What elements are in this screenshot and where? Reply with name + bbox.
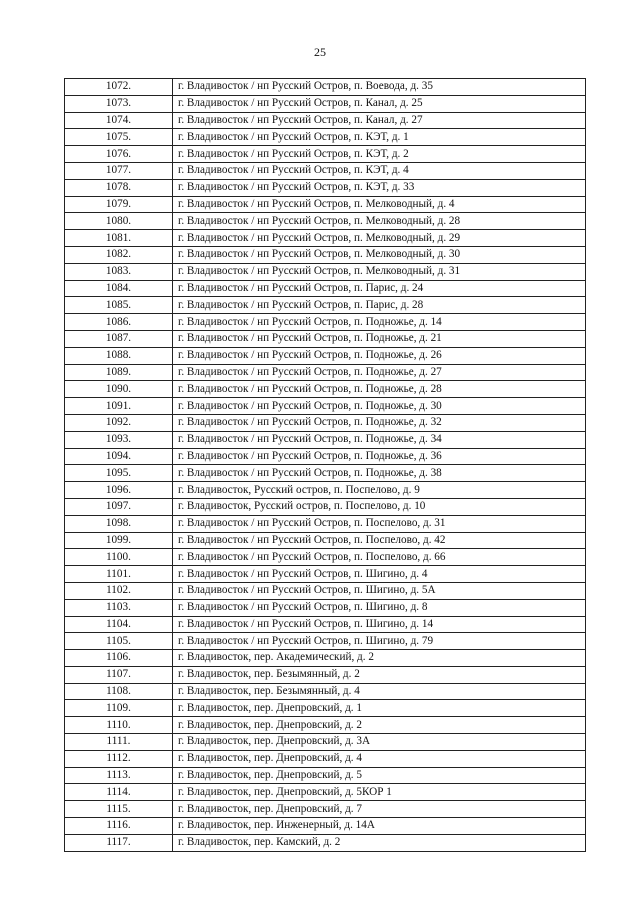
address-cell: г. Владивосток / нп Русский Остров, п. Поспелово, д. 66 xyxy=(173,549,586,566)
address-cell: г. Владивосток, пер. Днепровский, д. 2 xyxy=(173,717,586,734)
table-row xyxy=(65,364,586,381)
table-row xyxy=(65,263,586,280)
address-cell: г. Владивосток / нп Русский Остров, п. Парис, д. 24 xyxy=(173,280,586,297)
address-cell: г. Владивосток / нп Русский Остров, п. Шигино, д. 8 xyxy=(173,599,586,616)
table-row xyxy=(65,666,586,683)
row-number-cell: 1095. xyxy=(65,465,173,482)
row-number-cell: 1094. xyxy=(65,448,173,465)
table-row xyxy=(65,230,586,247)
row-number-cell: 1082. xyxy=(65,246,173,263)
table-row xyxy=(65,330,586,347)
row-number-cell: 1074. xyxy=(65,112,173,129)
table-row xyxy=(65,179,586,196)
address-cell: г. Владивосток / нп Русский Остров, п. Подножье, д. 26 xyxy=(173,347,586,364)
table-row xyxy=(65,801,586,818)
row-number-cell: 1102. xyxy=(65,582,173,599)
table-row xyxy=(65,750,586,767)
table-row xyxy=(65,498,586,515)
table-row xyxy=(65,112,586,129)
table-row xyxy=(65,297,586,314)
row-number-cell: 1081. xyxy=(65,230,173,247)
row-number-cell: 1110. xyxy=(65,717,173,734)
row-number-cell: 1098. xyxy=(65,515,173,532)
address-cell: г. Владивосток, пер. Академический, д. 2 xyxy=(173,650,586,667)
row-number-cell: 1106. xyxy=(65,650,173,667)
table-row xyxy=(65,398,586,415)
address-cell: г. Владивосток / нп Русский Остров, п. Канал, д. 25 xyxy=(173,95,586,112)
table-row xyxy=(65,549,586,566)
table-row xyxy=(65,532,586,549)
address-cell: г. Владивосток / нп Русский Остров, п. КЭТ, д. 2 xyxy=(173,146,586,163)
row-number-cell: 1114. xyxy=(65,784,173,801)
table-row xyxy=(65,515,586,532)
address-cell: г. Владивосток / нп Русский Остров, п. Канал, д. 27 xyxy=(173,112,586,129)
address-cell: г. Владивосток / нп Русский Остров, п. Подножье, д. 36 xyxy=(173,448,586,465)
row-number-cell: 1083. xyxy=(65,263,173,280)
row-number-cell: 1086. xyxy=(65,314,173,331)
address-cell: г. Владивосток / нп Русский Остров, п. Подножье, д. 27 xyxy=(173,364,586,381)
table-row xyxy=(65,582,586,599)
address-cell: г. Владивосток / нп Русский Остров, п. Шигино, д. 4 xyxy=(173,566,586,583)
table-row xyxy=(65,431,586,448)
address-cell: г. Владивосток, Русский остров, п. Поспелово, д. 9 xyxy=(173,482,586,499)
row-number-cell: 1113. xyxy=(65,767,173,784)
row-number-cell: 1090. xyxy=(65,381,173,398)
table-row xyxy=(65,162,586,179)
address-cell: г. Владивосток, пер. Камский, д. 2 xyxy=(173,834,586,851)
table-row xyxy=(65,482,586,499)
address-cell: г. Владивосток / нп Русский Остров, п. Подножье, д. 30 xyxy=(173,398,586,415)
table-row xyxy=(65,414,586,431)
row-number-cell: 1073. xyxy=(65,95,173,112)
address-cell: г. Владивосток / нп Русский Остров, п. Мелководный, д. 29 xyxy=(173,230,586,247)
address-cell: г. Владивосток / нп Русский Остров, п. КЭТ, д. 1 xyxy=(173,129,586,146)
address-cell: г. Владивосток, пер. Безымянный, д. 2 xyxy=(173,666,586,683)
address-cell: г. Владивосток / нп Русский Остров, п. КЭТ, д. 4 xyxy=(173,162,586,179)
address-cell: г. Владивосток / нп Русский Остров, п. Парис, д. 28 xyxy=(173,297,586,314)
row-number-cell: 1104. xyxy=(65,616,173,633)
address-cell: г. Владивосток, пер. Безымянный, д. 4 xyxy=(173,683,586,700)
address-cell: г. Владивосток / нп Русский Остров, п. Подножье, д. 32 xyxy=(173,414,586,431)
table-row xyxy=(65,381,586,398)
row-number-cell: 1075. xyxy=(65,129,173,146)
address-cell: г. Владивосток / нп Русский Остров, п. Мелководный, д. 31 xyxy=(173,263,586,280)
table-row xyxy=(65,246,586,263)
row-number-cell: 1099. xyxy=(65,532,173,549)
table-row xyxy=(65,734,586,751)
row-number-cell: 1107. xyxy=(65,666,173,683)
row-number-cell: 1109. xyxy=(65,700,173,717)
row-number-cell: 1101. xyxy=(65,566,173,583)
row-number-cell: 1108. xyxy=(65,683,173,700)
address-cell: г. Владивосток / нп Русский Остров, п. Подножье, д. 28 xyxy=(173,381,586,398)
table-row xyxy=(65,834,586,851)
table-row xyxy=(65,79,586,96)
table-row xyxy=(65,633,586,650)
row-number-cell: 1089. xyxy=(65,364,173,381)
row-number-cell: 1093. xyxy=(65,431,173,448)
table-row xyxy=(65,566,586,583)
address-cell: г. Владивосток, пер. Днепровский, д. 7 xyxy=(173,801,586,818)
row-number-cell: 1117. xyxy=(65,834,173,851)
address-cell: г. Владивосток / нп Русский Остров, п. Мелководный, д. 4 xyxy=(173,196,586,213)
row-number-cell: 1091. xyxy=(65,398,173,415)
row-number-cell: 1116. xyxy=(65,818,173,835)
address-cell: г. Владивосток / нп Русский Остров, п. Поспелово, д. 31 xyxy=(173,515,586,532)
address-cell: г. Владивосток, Русский остров, п. Поспелово, д. 10 xyxy=(173,498,586,515)
address-cell: г. Владивосток / нп Русский Остров, п. КЭТ, д. 33 xyxy=(173,179,586,196)
row-number-cell: 1115. xyxy=(65,801,173,818)
table-row xyxy=(65,146,586,163)
table-row xyxy=(65,347,586,364)
row-number-cell: 1085. xyxy=(65,297,173,314)
row-number-cell: 1080. xyxy=(65,213,173,230)
address-cell: г. Владивосток / нп Русский Остров, п. Мелководный, д. 28 xyxy=(173,213,586,230)
address-cell: г. Владивосток / нп Русский Остров, п. Подножье, д. 38 xyxy=(173,465,586,482)
row-number-cell: 1072. xyxy=(65,79,173,96)
row-number-cell: 1097. xyxy=(65,498,173,515)
row-number-cell: 1079. xyxy=(65,196,173,213)
row-number-cell: 1111. xyxy=(65,734,173,751)
table-row xyxy=(65,448,586,465)
row-number-cell: 1088. xyxy=(65,347,173,364)
row-number-cell: 1112. xyxy=(65,750,173,767)
address-cell: г. Владивосток / нп Русский Остров, п. Воевода, д. 35 xyxy=(173,79,586,96)
table-row xyxy=(65,129,586,146)
address-cell: г. Владивосток, пер. Днепровский, д. 3А xyxy=(173,734,586,751)
row-number-cell: 1100. xyxy=(65,549,173,566)
table-row xyxy=(65,818,586,835)
table-row xyxy=(65,314,586,331)
table-row xyxy=(65,650,586,667)
address-cell: г. Владивосток / нп Русский Остров, п. Поспелово, д. 42 xyxy=(173,532,586,549)
table-row xyxy=(65,280,586,297)
address-cell: г. Владивосток, пер. Днепровский, д. 4 xyxy=(173,750,586,767)
table-row xyxy=(65,196,586,213)
row-number-cell: 1105. xyxy=(65,633,173,650)
table-row xyxy=(65,767,586,784)
table-row xyxy=(65,465,586,482)
table-row xyxy=(65,700,586,717)
row-number-cell: 1087. xyxy=(65,330,173,347)
row-number-cell: 1092. xyxy=(65,414,173,431)
table-row xyxy=(65,616,586,633)
address-cell: г. Владивосток, пер. Днепровский, д. 5 xyxy=(173,767,586,784)
address-cell: г. Владивосток, пер. Днепровский, д. 5КОР 1 xyxy=(173,784,586,801)
address-table xyxy=(64,78,586,852)
table-row xyxy=(65,599,586,616)
row-number-cell: 1077. xyxy=(65,162,173,179)
address-cell: г. Владивосток / нп Русский Остров, п. Шигино, д. 79 xyxy=(173,633,586,650)
table-row xyxy=(65,683,586,700)
address-cell: г. Владивосток / нп Русский Остров, п. Подножье, д. 34 xyxy=(173,431,586,448)
address-cell: г. Владивосток, пер. Инженерный, д. 14А xyxy=(173,818,586,835)
address-cell: г. Владивосток / нп Русский Остров, п. Мелководный, д. 30 xyxy=(173,246,586,263)
table-row xyxy=(65,95,586,112)
table-row xyxy=(65,213,586,230)
address-cell: г. Владивосток / нп Русский Остров, п. Подножье, д. 21 xyxy=(173,330,586,347)
row-number-cell: 1084. xyxy=(65,280,173,297)
table-row xyxy=(65,784,586,801)
address-cell: г. Владивосток / нп Русский Остров, п. Шигино, д. 5А xyxy=(173,582,586,599)
address-table-body xyxy=(65,79,586,852)
row-number-cell: 1076. xyxy=(65,146,173,163)
table-row xyxy=(65,717,586,734)
page-number: 25 xyxy=(314,45,326,59)
row-number-cell: 1103. xyxy=(65,599,173,616)
row-number-cell: 1096. xyxy=(65,482,173,499)
address-cell: г. Владивосток, пер. Днепровский, д. 1 xyxy=(173,700,586,717)
address-cell: г. Владивосток / нп Русский Остров, п. Подножье, д. 14 xyxy=(173,314,586,331)
row-number-cell: 1078. xyxy=(65,179,173,196)
address-cell: г. Владивосток / нп Русский Остров, п. Шигино, д. 14 xyxy=(173,616,586,633)
